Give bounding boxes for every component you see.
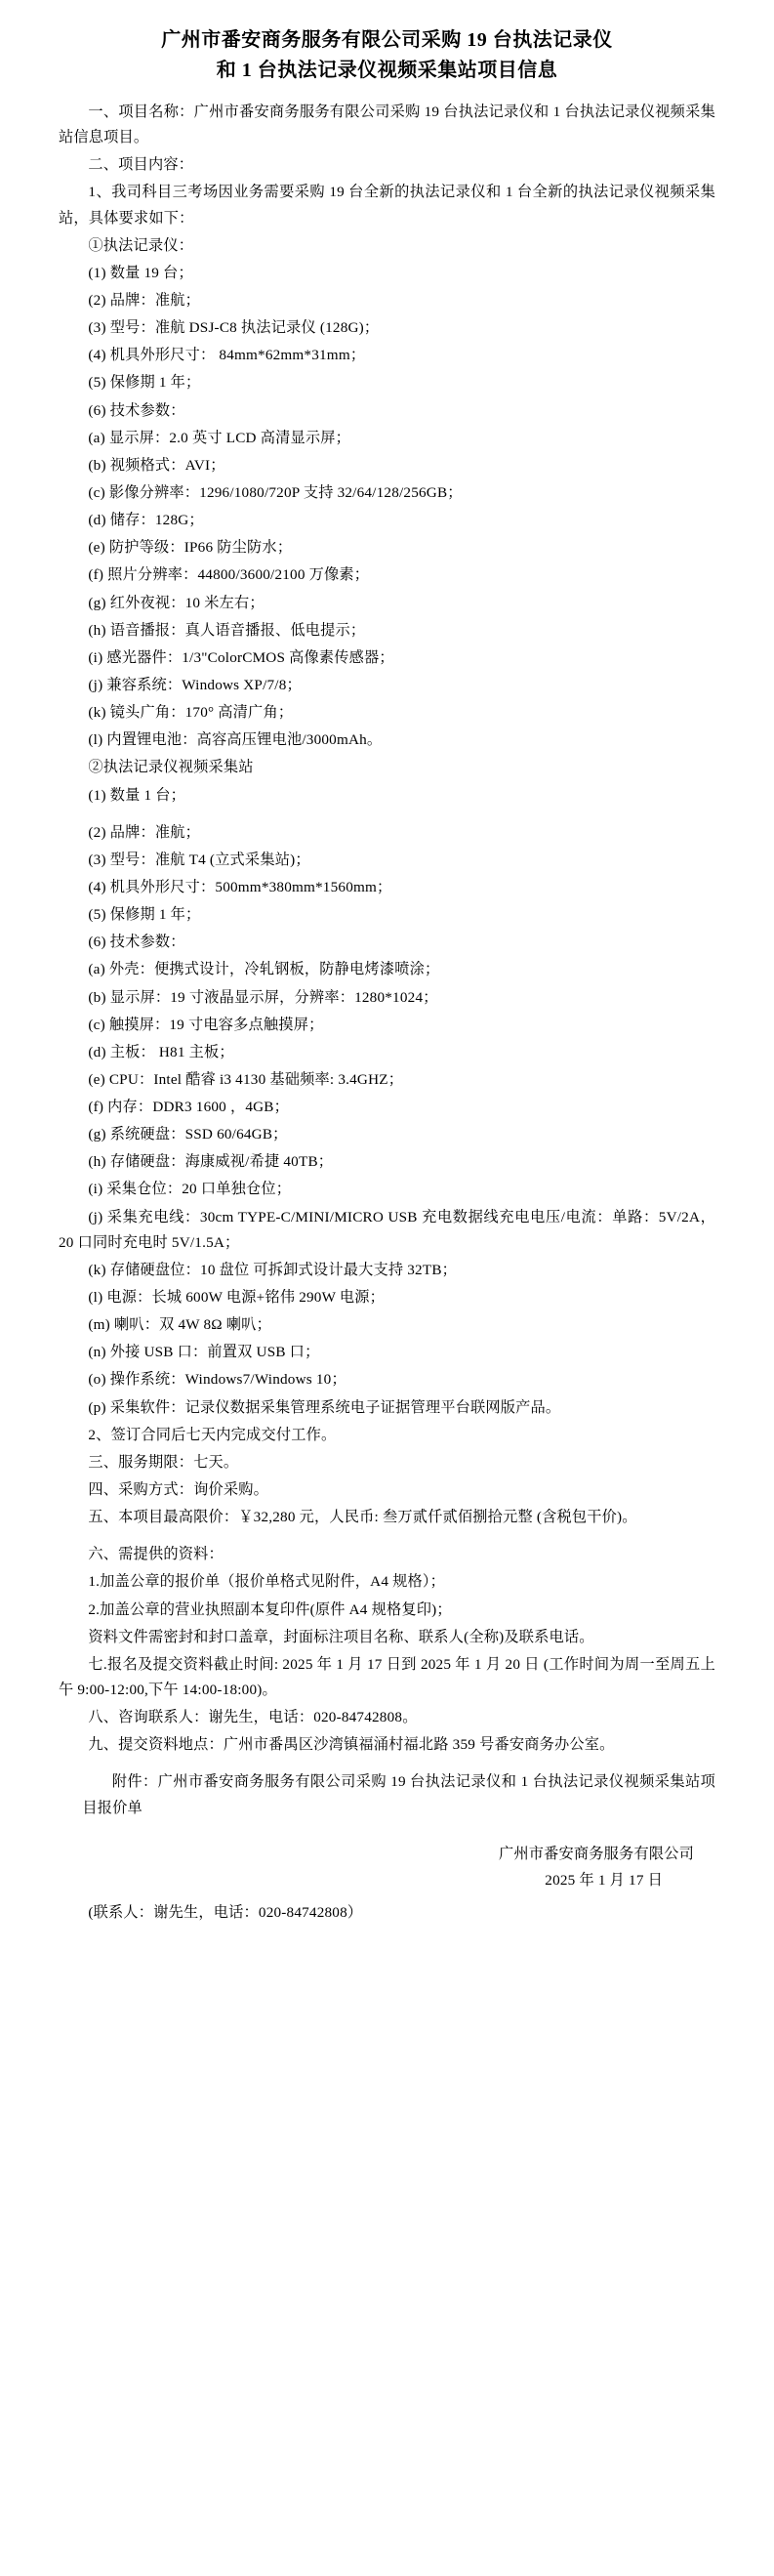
paragraph: (l) 电源：长城 600W 电源+铭伟 290W 电源；: [88, 1289, 386, 1307]
paragraph: 1、我司科目三考场因业务需要采购 19 台全新的执法记录仪和 1 台全新的执法记录仪视频采集站，具体要求如下：: [59, 184, 715, 227]
paragraph: (l) 内置锂电池：高容高压锂电池/3000mAh。: [88, 731, 383, 749]
paragraph: 资料文件需密封和封口盖章，封面标注项目名称、联系人(全称)及联系电话。: [88, 1628, 594, 1645]
document-title-line-1: 广州市番安商务服务有限公司采购 19 台执法记录仪: [161, 29, 613, 51]
paragraph: (6) 技术参数：: [88, 934, 185, 951]
paragraph: (b) 视频格式：AVI；: [88, 456, 225, 474]
paragraph: (2) 品牌：准航；: [88, 823, 201, 841]
paragraph: (1) 数量 1 台；: [88, 786, 186, 804]
paragraph: (f) 照片分辨率：44800/3600/2100 万像素；: [88, 566, 370, 584]
paragraph: (c) 触摸屏：19 寸电容多点触摸屏；: [88, 1016, 324, 1033]
paragraph: (4) 机具外形尺寸： 84mm*62mm*31mm；: [88, 347, 366, 364]
paragraph: (f) 内存：DDR3 1600 ，4GB；: [88, 1099, 290, 1116]
paragraph: (k) 存储硬盘位：10 盘位 可拆卸式设计最大支持 32TB；: [88, 1261, 458, 1278]
paragraph: (3) 型号：准航 DSJ-C8 执法记录仪 (128G)；: [88, 319, 380, 337]
paragraph: (2) 品牌：准航；: [88, 291, 201, 309]
paragraph: (g) 红外夜视：10 米左右；: [88, 594, 265, 611]
document-title: [59, 25, 715, 86]
paragraph: (1) 数量 19 台；: [88, 264, 193, 281]
paragraph: (j) 兼容系统：Windows XP/7/8；: [88, 676, 302, 693]
paragraph: 2、签订合同后七天内完成交付工作。: [88, 1426, 337, 1443]
paragraph: (k) 镜头广角：170° 高清广角；: [88, 704, 294, 722]
paragraph: (m) 喇叭：双 4W 8Ω 喇叭；: [88, 1316, 271, 1334]
paragraph: (h) 存储硬盘：海康威视/希捷 40TB；: [88, 1153, 334, 1171]
spacer: [59, 810, 715, 820]
paragraph: (g) 系统硬盘：SSD 60/64GB；: [88, 1126, 288, 1143]
spacer: [59, 1760, 715, 1769]
paragraph: (e) CPU：Intel 酷睿 i3 4130 基础频率: 3.4GHZ；: [88, 1070, 404, 1088]
paragraph: (d) 主板： H81 主板；: [88, 1043, 234, 1060]
spacer: [59, 1532, 715, 1542]
paragraph: (i) 感光器件：1/3"ColorCMOS 高像素传感器；: [88, 648, 394, 666]
spacer: [59, 1821, 715, 1831]
paragraph: (a) 显示屏：2.0 英寸 LCD 高清显示屏；: [88, 429, 351, 446]
paragraph: (n) 外接 USB 口：前置双 USB 口；: [88, 1344, 320, 1361]
paragraph: (i) 采集仓位：20 口单独仓位；: [88, 1181, 292, 1198]
paragraph: (6) 技术参数：: [88, 401, 185, 419]
paragraph: 五、本项目最高限价：￥32,280 元，人民币: 叁万贰仟贰佰捌拾元整 (含税包干价)。: [88, 1509, 637, 1526]
paragraph: 一、项目名称：广州市番安商务服务有限公司采购 19 台执法记录仪和 1 台执法记录仪视频采集站信息项目。: [59, 104, 715, 146]
signature-company: 广州市番安商务服务有限公司: [498, 1845, 694, 1862]
paragraph: 2.加盖公章的营业执照副本复印件(原件 A4 规格复印)；: [88, 1600, 452, 1618]
paragraph: 七.报名及提交资料截止时间: 2025 年 1 月 17 日到 2025 年 1 月 20 日 (工作时间为周一至周五上午 9:00-12:00,下午 14:00-18:00)。: [59, 1655, 715, 1699]
paragraph: (a) 外壳：便携式设计，冷轧钢板，防静电烤漆喷涂；: [88, 961, 440, 978]
paragraph: (e) 防护等级：IP66 防尘防水；: [88, 539, 293, 557]
paragraph: (j) 采集充电线：30cm TYPE-C/MINI/MICRO USB 充电数据线充电电压/电流：单路：5V/2A，20 口同时充电时 5V/1.5A；: [59, 1208, 715, 1251]
paragraph: 三、服务期限：七天。: [88, 1453, 239, 1471]
paragraph: 六、需提供的资料：: [88, 1546, 224, 1563]
signature-contact: (联系人：谢先生，电话：020-84742808）: [88, 1904, 363, 1922]
attachment-note: 附件：广州市番安商务服务有限公司采购 19 台执法记录仪和 1 台执法记录仪视频采集站项目报价单: [82, 1773, 715, 1816]
paragraph: 九、提交资料地点：广州市番禺区沙湾镇福涌村福北路 359 号番安商务办公室。: [88, 1736, 615, 1754]
paragraph: (b) 显示屏：19 寸液晶显示屏，分辨率：1280*1024；: [88, 988, 438, 1006]
paragraph: (d) 储存：128G；: [88, 512, 204, 529]
paragraph: 八、咨询联系人：谢先生，电话：020-84742808。: [88, 1709, 418, 1726]
paragraph: (4) 机具外形尺寸：500mm*380mm*1560mm；: [88, 878, 392, 895]
paragraph: (h) 语音播报：真人语音播报、低电提示；: [88, 621, 366, 639]
paragraph: 四、采购方式：询价采购。: [88, 1481, 269, 1499]
spacer: [59, 1831, 715, 1841]
paragraph: ①执法记录仪：: [88, 236, 194, 254]
signature-date: 2025 年 1 月 17 日: [545, 1872, 663, 1890]
paragraph: (o) 操作系统：Windows7/Windows 10；: [88, 1371, 346, 1389]
paragraph: (p) 采集软件：记录仪数据采集管理系统电子证据管理平台联网版产品。: [88, 1398, 561, 1416]
paragraph: 1.加盖公章的报价单（报价单格式见附件，A4 规格）；: [88, 1573, 446, 1591]
paragraph: 二、项目内容：: [88, 156, 194, 174]
paragraph: (c) 影像分辨率：1296/1080/720P 支持 32/64/128/256GB；: [88, 483, 463, 501]
document-title-line-2: 和 1 台执法记录仪视频采集站项目信息: [216, 60, 558, 81]
paragraph: ②执法记录仪视频采集站: [88, 759, 254, 776]
document-body: [59, 100, 715, 1769]
paragraph: (3) 型号：准航 T4 (立式采集站)；: [88, 851, 310, 868]
paragraph: (5) 保修期 1 年；: [88, 374, 201, 392]
paragraph: (5) 保修期 1 年；: [88, 906, 201, 924]
